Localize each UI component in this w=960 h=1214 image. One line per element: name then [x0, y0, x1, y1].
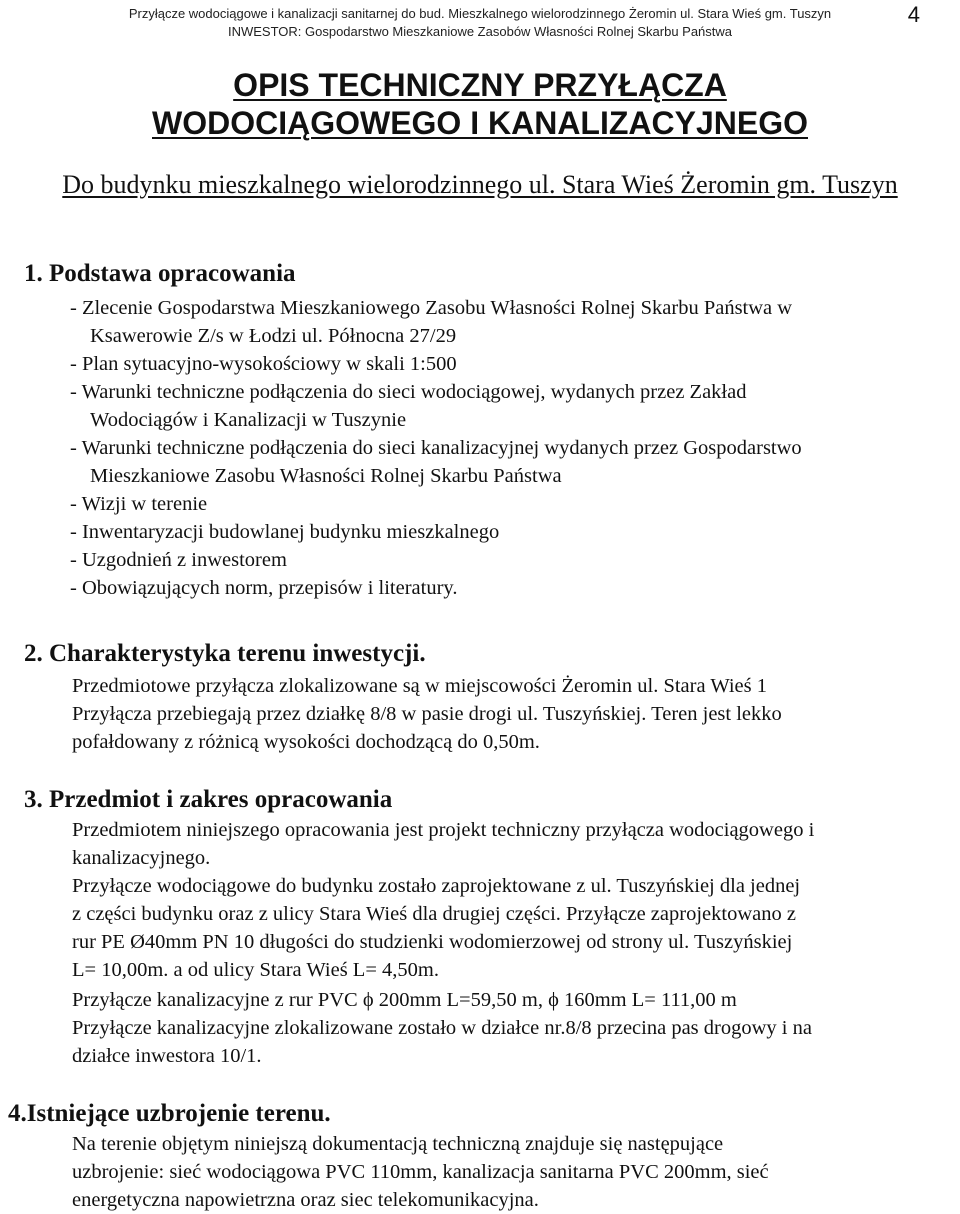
section-2-line: pofałdowany z różnicą wysokości dochodzącą do 0,50m. [72, 731, 540, 753]
section-4-line: uzbrojenie: sieć wodociągowa PVC 110mm, kanalizacja sanitarna PVC 200mm, sieć [72, 1161, 769, 1183]
section-3-line: Przedmiotem niniejszego opracowania jest projekt techniczny przyłącza wodociągowego i [72, 819, 815, 841]
section-3-line: Przyłącze kanalizacyjne z rur PVC ϕ 200mm L=59,50 m, ϕ 160mm L= 111,00 m [72, 989, 737, 1011]
section-3-line: Przyłącze wodociągowe do budynku zostało zaprojektowane z ul. Tuszyńskiej dla jednej [72, 875, 801, 897]
section-3-line: L= 10,00m. a od ulicy Stara Wieś L= 4,50m. [72, 959, 439, 981]
section-4-line: Na terenie objętym niniejszą dokumentacją techniczną znajduje się następujące [72, 1133, 724, 1155]
section-1-line: - Uzgodnień z inwestorem [70, 549, 287, 571]
section-1-line: Ksawerowie Z/s w Łodzi ul. Północna 27/29 [90, 325, 457, 347]
section-4-line: energetyczna napowietrzna oraz siec telekomunikacyjna. [72, 1189, 539, 1211]
section-3-line: z części budynku oraz z ulicy Stara Wieś dla drugiej części. Przyłącze zaprojektowano z [72, 903, 796, 925]
section-3-line: kanalizacyjnego. [72, 847, 211, 869]
section-2-line: Przyłącza przebiegają przez działkę 8/8 w pasie drogi ul. Tuszyńskiej. Teren jest lekko [72, 703, 782, 725]
section-3-line: rur PE Ø40mm PN 10 długości do studzienki wodomierzowej od strony ul. Tuszyńskiej [72, 931, 793, 953]
section-1-line: - Wizji w terenie [70, 493, 208, 515]
document-title-line-2: WODOCIĄGOWEGO I KANALIZACYJNEGO [152, 105, 808, 141]
section-3-line: Przyłącze kanalizacyjne zlokalizowane zostało w działce nr.8/8 przecina pas drogowy i na [72, 1017, 812, 1039]
section-2-line: Przedmiotowe przyłącza zlokalizowane są w miejscowości Żeromin ul. Stara Wieś 1 [72, 675, 767, 697]
section-1-heading: 1. Podstawa opracowania [24, 260, 296, 287]
section-1-line: - Warunki techniczne podłączenia do sieci wodociągowej, wydanych przez Zakład [70, 381, 747, 403]
section-2-heading: 2. Charakterystyka terenu inwestycji. [24, 640, 426, 667]
section-1-line: - Obowiązujących norm, przepisów i literatury. [70, 577, 458, 599]
section-3-line: działce inwestora 10/1. [72, 1045, 262, 1067]
document-subtitle: Do budynku mieszkalnego wielorodzinnego ul. Stara Wieś Żeromin gm. Tuszyn [62, 170, 898, 199]
page-number: 4 [907, 2, 920, 27]
section-1-line: - Zlecenie Gospodarstwa Mieszkaniowego Zasobu Własności Rolnej Skarbu Państwa w [70, 297, 793, 319]
section-4-heading: 4.Istniejące uzbrojenie terenu. [8, 1100, 331, 1127]
running-header-project: Przyłącze wodociągowe i kanalizacji sanitarnej do bud. Mieszkalnego wielorodzinnego Żeromin ul. Stara Wieś gm. Tuszyn [128, 6, 832, 21]
section-1-line: - Plan sytuacyjno-wysokościowy w skali 1:500 [70, 353, 457, 375]
section-1-line: Mieszkaniowe Zasobu Własności Rolnej Skarbu Państwa [90, 465, 562, 487]
document-title-line-1: OPIS TECHNICZNY PRZYŁĄCZA [233, 67, 727, 103]
section-1-line: - Inwentaryzacji budowlanej budynku mieszkalnego [70, 521, 500, 543]
running-header-investor: INWESTOR: Gospodarstwo Mieszkaniowe Zasobów Własności Rolnej Skarbu Państwa [227, 24, 733, 39]
section-3-heading: 3. Przedmiot i zakres opracowania [24, 786, 393, 813]
section-1-line: - Warunki techniczne podłączenia do sieci kanalizacyjnej wydanych przez Gospodarstwo [70, 437, 802, 459]
section-1-line: Wodociągów i Kanalizacji w Tuszynie [90, 409, 407, 431]
